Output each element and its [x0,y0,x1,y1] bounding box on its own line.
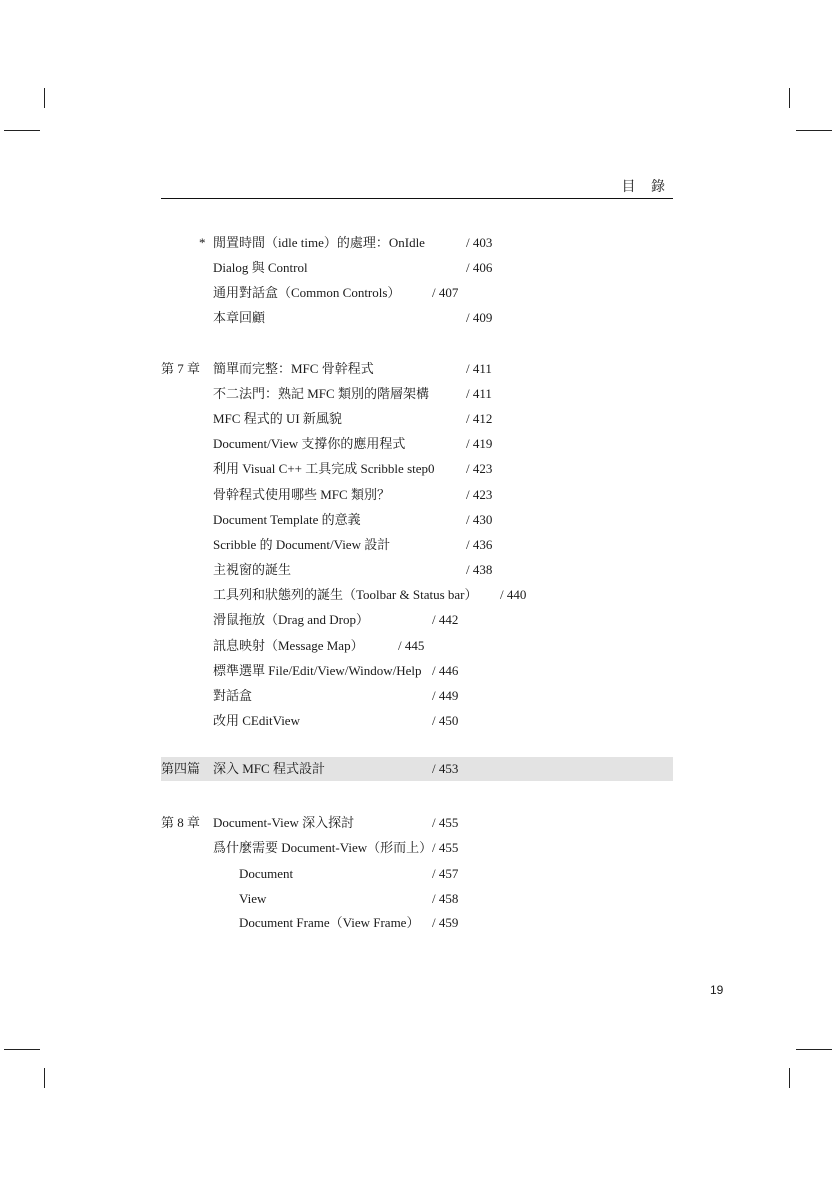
entry-title: 工具列和狀態列的誕生（Toolbar & Status bar） [213,587,478,602]
entry-page: / 438 [466,562,493,577]
entry-page: / 455 [432,840,459,855]
entry-title: 改用 CEditView [213,713,300,728]
entry-title: 主視窗的誕生 [213,562,292,577]
entry-page: / 458 [432,891,459,906]
entry-title: 骨幹程式使用哪些 MFC 類別？ [213,487,390,502]
entry-page: / 453 [432,761,459,776]
entry-page: / 403 [466,235,493,250]
entry-title: Document/View 支撐你的應用程式 [213,436,406,451]
crop-mark [796,1049,832,1050]
running-header: 目 錄 [621,180,671,195]
entry-title: 閒置時間（idle time）的處理：OnIdle [213,235,425,250]
entry-title: 利用 Visual C++ 工具完成 Scribble step0 [213,461,435,476]
crop-mark [44,1068,45,1088]
entry-page: / 440 [500,587,527,602]
entry-page: / 412 [466,411,493,426]
entry-title: Document Template 的意義 [213,512,361,527]
crop-mark [4,1049,40,1050]
crop-mark [789,1068,790,1088]
entry-page: / 436 [466,537,493,552]
entry-page: / 442 [432,612,459,627]
entry-page: / 419 [466,436,493,451]
entry-page: / 423 [466,461,493,476]
crop-mark [44,88,45,108]
entry-page: / 407 [432,285,459,300]
entry-page: / 411 [466,361,492,376]
entry-title: View [239,891,267,906]
entry-page: / 430 [466,512,493,527]
page-number: 19 [710,983,724,997]
chapter-label: 第 7 章 [161,361,201,376]
entry-title: MFC 程式的 UI 新風貌 [213,411,342,426]
entry-title: 標準選單 File/Edit/View/Window/Help [213,663,422,678]
entry-page: / 457 [432,866,459,881]
entry-title: 爲什麼需要 Document-View（形而上） [213,840,433,855]
entry-page: / 423 [466,487,493,502]
entry-title: 本章回顧 [213,310,266,325]
entry-title: 深入 MFC 程式設計 [213,761,325,776]
entry-page: / 411 [466,386,492,401]
entry-page: / 459 [432,915,459,930]
entry-page: / 409 [466,310,493,325]
crop-mark [789,88,790,108]
chapter-label: 第 8 章 [161,815,201,830]
entry-title: 簡單而完整：MFC 骨幹程式 [213,361,374,376]
crop-mark [4,130,40,131]
star-marker: * [199,235,206,250]
entry-title: 通用對話盒（Common Controls） [213,285,401,300]
header-rule [161,198,673,199]
entry-page: / 446 [432,663,459,678]
entry-title: Dialog 與 Control [213,260,308,275]
entry-title: Document [239,866,294,881]
crop-mark [796,130,832,131]
entry-title: 訊息映射（Message Map） [213,638,364,653]
entry-title: 滑鼠拖放（Drag and Drop） [213,612,369,627]
entry-page: / 455 [432,815,459,830]
part-label: 第四篇 [161,761,201,776]
entry-title: 對話盒 [213,688,253,703]
entry-page: / 445 [398,638,425,653]
entry-page: / 406 [466,260,493,275]
entry-title: Document Frame（View Frame） [239,915,420,930]
entry-page: / 449 [432,688,459,703]
entry-title: 不二法門：熟記 MFC 類別的階層架構 [213,386,429,401]
entry-title: Document-View 深入探討 [213,815,355,830]
entry-page: / 450 [432,713,459,728]
entry-title: Scribble 的 Document/View 設計 [213,537,391,552]
